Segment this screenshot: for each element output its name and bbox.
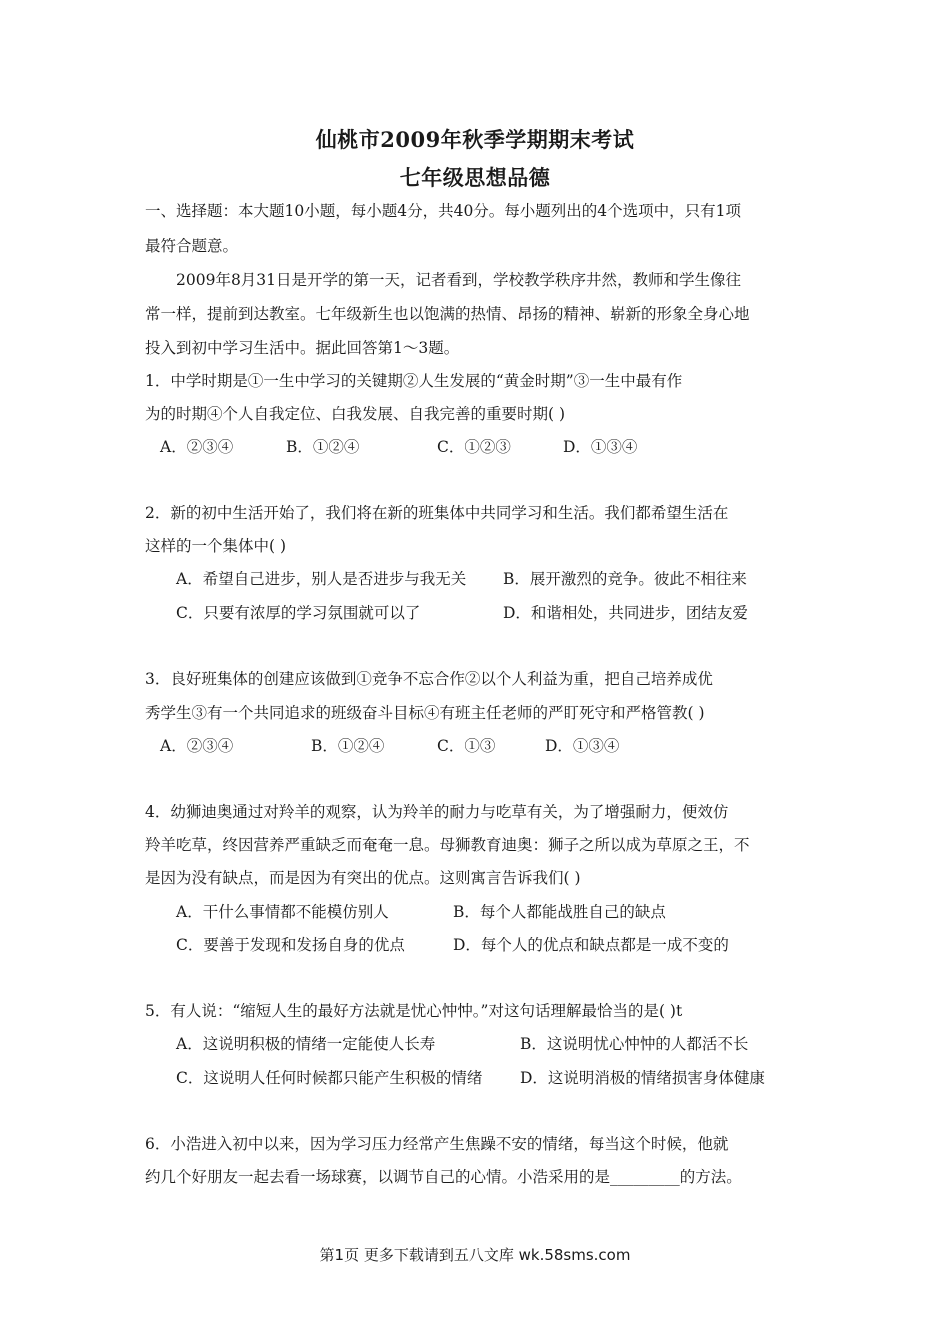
exam-title: 仙桃市2009年秋季学期期末考试 <box>315 127 635 152</box>
exam-subject: 七年级思想品德 <box>399 165 551 190</box>
section-instruction-line1: 一、选择题：本大题10小题，每小题4分，共40分。每小题列出的4个选项中，只有1项 <box>145 202 742 220</box>
page-footer: 第1页 更多下载请到五八文库 wk.58sms.com <box>319 1246 631 1264</box>
passage-line2: 常一样，提前到达教室。七年级新生也以饱满的热情、昂扬的精神、崭新的形象全身心地 <box>145 305 750 323</box>
question-4-line1: 4．幼狮迪奥通过对羚羊的观察，认为羚羊的耐力与吃草有关，为了增强耐力，便效仿 <box>145 803 729 821</box>
question-3-line1: 3．良好班集体的创建应该做到①竞争不忘合作②以个人利益为重，把自己培养成优 <box>145 670 713 688</box>
question-3-option-d: D．①③④ <box>545 737 620 755</box>
question-4-option-a: A．干什么事情都不能模仿别人 <box>176 903 389 921</box>
question-1-option-b: B．①②④ <box>286 438 360 456</box>
question-3-option-b: B．①②④ <box>311 737 385 755</box>
question-1-option-d: D．①③④ <box>563 438 638 456</box>
question-5-option-c: C．这说明人任何时候都只能产生积极的情绪 <box>176 1069 483 1087</box>
question-5-line1: 5．有人说：“缩短人生的最好方法就是忧心忡忡。”对这句话理解最恰当的是( )t <box>145 1002 683 1020</box>
question-2-line2: 这样的一个集体中( ) <box>145 537 287 555</box>
question-6-line1: 6．小浩进入初中以来，因为学习压力经常产生焦躁不安的情绪，每当这个时候，他就 <box>145 1135 729 1153</box>
question-1-line2: 为的时期④个人自我定位、白我发展、自我完善的重要时期( ) <box>145 405 566 423</box>
question-1-option-a: A．②③④ <box>160 438 234 456</box>
passage-line3: 投入到初中学习生活中。据此回答第1～3题。 <box>145 339 460 357</box>
question-2-option-b: B．展开激烈的竞争。彼此不相往来 <box>503 570 747 588</box>
question-5-option-d: D．这说明消极的情绪损害身体健康 <box>520 1069 765 1087</box>
question-5-option-a: A．这说明积极的情绪一定能使人长寿 <box>176 1035 436 1053</box>
question-2-option-c: C．只要有浓厚的学习氛围就可以了 <box>176 604 421 622</box>
question-6-line2: 约几个好朋友一起去看一场球赛，以调节自己的心情。小浩采用的是_________的方法。 <box>145 1168 742 1186</box>
question-2-option-a: A．希望自己进步，别人是否进步与我无关 <box>176 570 467 588</box>
question-2-option-d: D．和谐相处，共同进步，团结友爱 <box>503 604 748 622</box>
question-2-line1: 2．新的初中生活开始了，我们将在新的班集体中共同学习和生活。我们都希望生活在 <box>145 504 729 522</box>
question-3-option-c: C．①③ <box>437 737 496 755</box>
question-4-line3: 是因为没有缺点，而是因为有突出的优点。这则寓言告诉我们( ) <box>145 869 581 887</box>
question-4-option-c: C．要善于发现和发扬自身的优点 <box>176 936 405 954</box>
question-5-option-b: B．这说明忧心忡忡的人都活不长 <box>520 1035 749 1053</box>
passage-line1: 2009年8月31日是开学的第一天，记者看到，学校教学秩序井然，教师和学生像往 <box>176 271 742 289</box>
question-4-option-d: D．每个人的优点和缺点都是一成不变的 <box>453 936 729 954</box>
question-3-line2: 秀学生③有一个共同追求的班级奋斗目标④有班主任老师的严盯死守和严格管教( ) <box>145 704 705 722</box>
question-1-option-c: C．①②③ <box>437 438 511 456</box>
question-4-line2: 羚羊吃草，终因营养严重缺乏而奄奄一息。母狮教育迪奥：狮子之所以成为草原之王，不 <box>145 836 750 854</box>
question-1-line1: 1．中学时期是①一生中学习的关键期②人生发展的“黄金时期”③一生中最有作 <box>145 372 683 390</box>
question-4-option-b: B．每个人都能战胜自己的缺点 <box>453 903 666 921</box>
section-instruction-line2: 最符合题意。 <box>145 237 239 255</box>
question-3-option-a: A．②③④ <box>160 737 234 755</box>
